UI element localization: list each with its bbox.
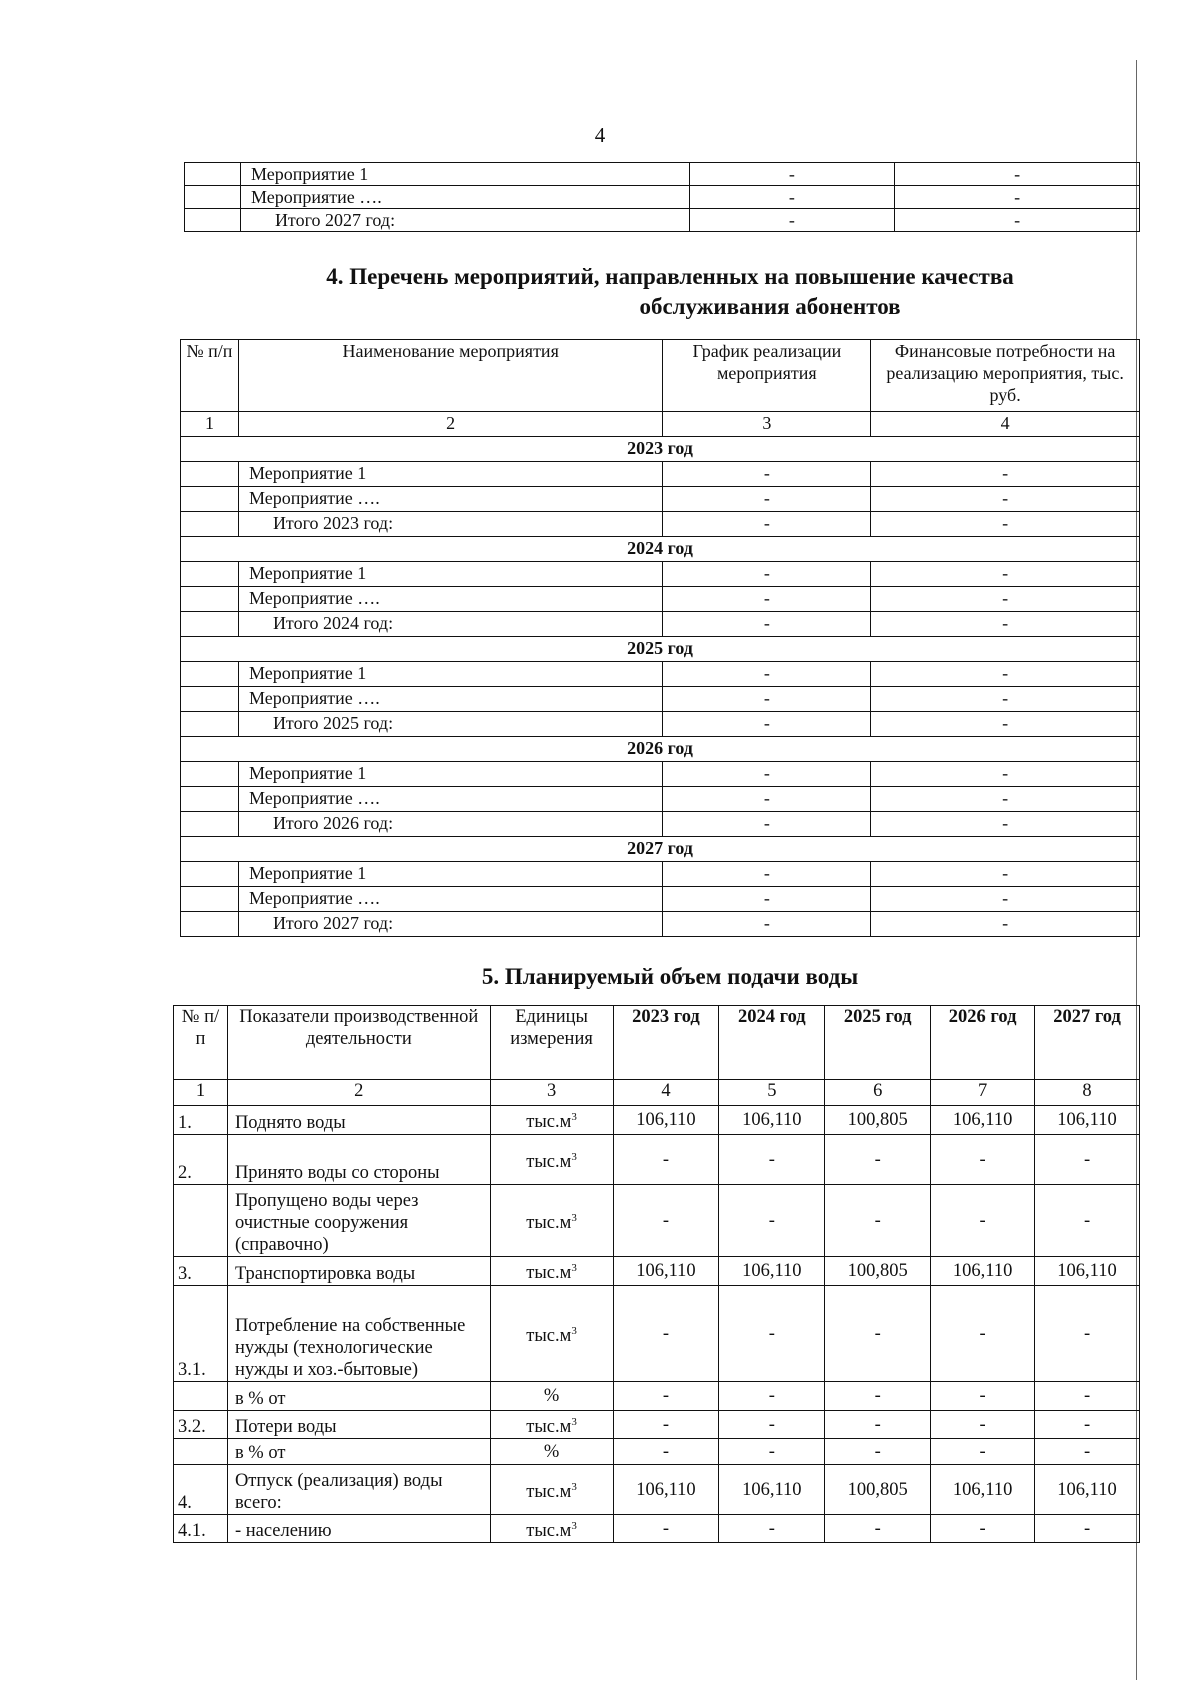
unit-text: тыс.м	[526, 1417, 572, 1438]
table-row	[174, 1257, 1140, 1286]
unit-superscript: 3	[571, 1211, 577, 1224]
s5-colnum-row	[174, 1080, 1140, 1106]
year-value: -	[719, 1411, 825, 1439]
year-value: 106,110	[613, 1106, 719, 1135]
year-value: -	[931, 1382, 1035, 1411]
year-value: -	[1035, 1515, 1140, 1543]
year-value: -	[613, 1439, 719, 1465]
s5-colnum: 5	[719, 1080, 825, 1106]
indicator-name: - населению	[227, 1515, 490, 1543]
unit-superscript: 3	[571, 1150, 577, 1163]
year-value: 106,110	[1035, 1257, 1140, 1286]
unit-text: тыс.м	[526, 1263, 572, 1284]
year-group-label: 2025 год	[181, 637, 1140, 662]
year-value: -	[719, 1382, 825, 1411]
table-row	[185, 163, 1140, 186]
s4-header-row	[181, 340, 1140, 412]
s4-header-finance: Финансовые потребности на реализацию мероприятия, тыс. руб.	[871, 340, 1140, 412]
unit-text: тыс.м	[526, 1112, 572, 1133]
section4-title-line2: обслуживания абонентов	[639, 294, 901, 319]
activity-name: Итого 2026 год:	[238, 812, 662, 837]
s4-header-num: № п/п	[181, 340, 239, 412]
year-value: -	[931, 1439, 1035, 1465]
activity-name: Мероприятие ….	[238, 687, 662, 712]
table-row	[181, 687, 1140, 712]
unit-superscript: 3	[571, 1520, 577, 1533]
year-value: -	[719, 1515, 825, 1543]
table-row	[181, 562, 1140, 587]
activity-name: Мероприятие 1	[238, 462, 662, 487]
indicator-name: Потребление на собственные нужды (технологические нужды и хоз.-бытовые)	[227, 1286, 490, 1382]
s5-colnum: 7	[931, 1080, 1035, 1106]
activity-name: Итого 2027 год:	[240, 209, 689, 232]
finance-value: -	[871, 662, 1140, 687]
indicator-name: Потери воды	[227, 1411, 490, 1439]
indicator-name: Поднято воды	[227, 1106, 490, 1135]
section4-title-line1: 4. Перечень мероприятий, направленных на повышение качества	[326, 264, 1014, 289]
s5-colnum: 4	[613, 1080, 719, 1106]
section5-table	[173, 1005, 1140, 1543]
year-value: -	[613, 1411, 719, 1439]
activity-name: Мероприятие ….	[240, 186, 689, 209]
s4-colnum: 4	[871, 412, 1140, 437]
unit-cell	[490, 1185, 613, 1257]
s5-header-num: № п/п	[174, 1006, 228, 1080]
schedule-value: -	[663, 612, 871, 637]
unit-cell	[490, 1257, 613, 1286]
year-value: 106,110	[719, 1257, 825, 1286]
year-value: -	[825, 1439, 931, 1465]
s5-header-year: 2027 год	[1035, 1006, 1140, 1080]
s5-colnum: 8	[1035, 1080, 1140, 1106]
finance-value: -	[871, 812, 1140, 837]
s5-colnum: 2	[227, 1080, 490, 1106]
activity-name: Мероприятие ….	[238, 587, 662, 612]
section4-table	[180, 339, 1140, 937]
year-value: 100,805	[825, 1465, 931, 1515]
indicator-name: в % от	[227, 1439, 490, 1465]
s5-header-row	[174, 1006, 1140, 1080]
activity-name: Мероприятие 1	[238, 862, 662, 887]
schedule-value: -	[689, 186, 895, 209]
schedule-value: -	[663, 512, 871, 537]
s5-colnum: 1	[174, 1080, 228, 1106]
year-group-row	[181, 637, 1140, 662]
row-number-cell	[181, 812, 239, 837]
activity-name: Мероприятие ….	[238, 787, 662, 812]
unit-text: тыс.м	[526, 1521, 572, 1542]
finance-value: -	[895, 163, 1140, 186]
year-value: -	[719, 1135, 825, 1185]
year-value: 106,110	[1035, 1465, 1140, 1515]
year-value: 106,110	[719, 1106, 825, 1135]
year-group-row	[181, 737, 1140, 762]
continuation-table	[184, 162, 1140, 232]
row-number-cell	[181, 762, 239, 787]
year-value: 106,110	[1035, 1106, 1140, 1135]
schedule-value: -	[663, 762, 871, 787]
schedule-value: -	[663, 587, 871, 612]
year-value: -	[825, 1185, 931, 1257]
table-row	[174, 1286, 1140, 1382]
schedule-value: -	[663, 712, 871, 737]
year-value: -	[825, 1382, 931, 1411]
table-row	[174, 1185, 1140, 1257]
table-row	[174, 1439, 1140, 1465]
s5-colnum: 3	[490, 1080, 613, 1106]
year-value: 106,110	[613, 1257, 719, 1286]
row-number-cell	[185, 163, 241, 186]
year-group-label: 2024 год	[181, 537, 1140, 562]
s4-header-name: Наименование мероприятия	[238, 340, 662, 412]
activity-name: Итого 2023 год:	[238, 512, 662, 537]
finance-value: -	[871, 712, 1140, 737]
table-row	[181, 862, 1140, 887]
row-number-cell	[181, 862, 239, 887]
s5-header-year: 2026 год	[931, 1006, 1035, 1080]
finance-value: -	[895, 186, 1140, 209]
row-number: 1.	[174, 1106, 228, 1135]
year-value: -	[825, 1411, 931, 1439]
unit-superscript: 3	[571, 1111, 577, 1124]
activity-name: Итого 2025 год:	[238, 712, 662, 737]
finance-value: -	[871, 762, 1140, 787]
row-number: 3.2.	[174, 1411, 228, 1439]
row-number-cell	[181, 662, 239, 687]
unit-text: тыс.м	[526, 1213, 572, 1234]
table-row	[174, 1135, 1140, 1185]
s4-colnum-row	[181, 412, 1140, 437]
row-number: 4.	[174, 1465, 228, 1515]
finance-value: -	[871, 612, 1140, 637]
activity-name: Мероприятие 1	[238, 662, 662, 687]
table-row	[181, 912, 1140, 937]
unit-superscript: 3	[571, 1481, 577, 1494]
unit-cell	[490, 1515, 613, 1543]
table-row	[181, 712, 1140, 737]
year-group-label: 2026 год	[181, 737, 1140, 762]
table-row	[181, 487, 1140, 512]
year-value: -	[931, 1185, 1035, 1257]
year-value: -	[613, 1185, 719, 1257]
finance-value: -	[871, 687, 1140, 712]
unit-cell	[490, 1135, 613, 1185]
row-number	[174, 1439, 228, 1465]
row-number-cell	[181, 687, 239, 712]
indicator-name: Пропущено воды через очистные сооружения (справочно)	[227, 1185, 490, 1257]
finance-value: -	[871, 787, 1140, 812]
year-value: -	[931, 1515, 1035, 1543]
s4-colnum: 1	[181, 412, 239, 437]
year-value: -	[825, 1135, 931, 1185]
row-number: 4.1.	[174, 1515, 228, 1543]
schedule-value: -	[663, 487, 871, 512]
year-value: -	[719, 1439, 825, 1465]
activity-name: Итого 2024 год:	[238, 612, 662, 637]
row-number-cell	[181, 912, 239, 937]
row-number	[174, 1185, 228, 1257]
row-number-cell	[181, 612, 239, 637]
table-row	[174, 1382, 1140, 1411]
row-number: 3.1.	[174, 1286, 228, 1382]
finance-value: -	[871, 587, 1140, 612]
indicator-name: в % от	[227, 1382, 490, 1411]
year-value: 106,110	[931, 1465, 1035, 1515]
table-row	[181, 587, 1140, 612]
row-number: 2.	[174, 1135, 228, 1185]
year-value: 106,110	[719, 1465, 825, 1515]
indicator-name: Отпуск (реализация) воды всего:	[227, 1465, 490, 1515]
finance-value: -	[871, 887, 1140, 912]
schedule-value: -	[663, 787, 871, 812]
finance-value: -	[871, 487, 1140, 512]
finance-value: -	[895, 209, 1140, 232]
year-group-label: 2023 год	[181, 437, 1140, 462]
table-row	[181, 787, 1140, 812]
year-value: -	[719, 1185, 825, 1257]
schedule-value: -	[663, 662, 871, 687]
table-row	[174, 1465, 1140, 1515]
unit-superscript: 3	[571, 1262, 577, 1275]
year-group-label: 2027 год	[181, 837, 1140, 862]
unit-cell	[490, 1439, 613, 1465]
year-value: -	[825, 1515, 931, 1543]
unit-cell	[490, 1286, 613, 1382]
schedule-value: -	[663, 687, 871, 712]
finance-value: -	[871, 862, 1140, 887]
row-number-cell	[185, 186, 241, 209]
schedule-value: -	[663, 887, 871, 912]
activity-name: Мероприятие ….	[238, 487, 662, 512]
s5-header-year: 2023 год	[613, 1006, 719, 1080]
unit-cell	[490, 1106, 613, 1135]
section5-title: 5. Планируемый объем подачи воды	[481, 964, 859, 989]
page-number: 4	[594, 123, 606, 147]
schedule-value: -	[663, 912, 871, 937]
year-value: 106,110	[931, 1257, 1035, 1286]
year-value: -	[1035, 1411, 1140, 1439]
year-value: -	[719, 1286, 825, 1382]
s4-header-schedule: График реализации мероприятия	[663, 340, 871, 412]
activity-name: Мероприятие ….	[238, 887, 662, 912]
schedule-value: -	[663, 812, 871, 837]
year-value: -	[613, 1135, 719, 1185]
finance-value: -	[871, 912, 1140, 937]
activity-name: Мероприятие 1	[238, 562, 662, 587]
year-value: 106,110	[613, 1465, 719, 1515]
row-number-cell	[181, 512, 239, 537]
finance-value: -	[871, 462, 1140, 487]
s5-header-year: 2025 год	[825, 1006, 931, 1080]
row-number-cell	[181, 487, 239, 512]
table-row	[181, 462, 1140, 487]
year-value: -	[1035, 1382, 1140, 1411]
table-row	[181, 662, 1140, 687]
unit-superscript: 3	[571, 1324, 577, 1337]
unit-text: %	[543, 1441, 560, 1462]
section4-title	[170, 262, 1170, 322]
s5-colnum: 6	[825, 1080, 931, 1106]
unit-text: тыс.м	[526, 1482, 572, 1503]
schedule-value: -	[663, 862, 871, 887]
unit-text: тыс.м	[526, 1326, 572, 1347]
year-value: 100,805	[825, 1106, 931, 1135]
year-value: -	[1035, 1135, 1140, 1185]
indicator-name: Принято воды со стороны	[227, 1135, 490, 1185]
year-group-row	[181, 837, 1140, 862]
schedule-value: -	[689, 163, 895, 186]
year-value: -	[825, 1286, 931, 1382]
table-row	[185, 209, 1140, 232]
activity-name: Мероприятие 1	[238, 762, 662, 787]
row-number	[174, 1382, 228, 1411]
s4-colnum: 3	[663, 412, 871, 437]
schedule-value: -	[689, 209, 895, 232]
year-value: -	[1035, 1439, 1140, 1465]
table-row	[174, 1515, 1140, 1543]
year-value: -	[613, 1286, 719, 1382]
table-row	[174, 1411, 1140, 1439]
row-number-cell	[181, 562, 239, 587]
unit-text: тыс.м	[526, 1152, 572, 1173]
row-number-cell	[181, 887, 239, 912]
s4-colnum: 2	[238, 412, 662, 437]
year-value: -	[931, 1135, 1035, 1185]
table-row	[181, 512, 1140, 537]
row-number: 3.	[174, 1257, 228, 1286]
finance-value: -	[871, 512, 1140, 537]
year-group-row	[181, 437, 1140, 462]
activity-name: Мероприятие 1	[240, 163, 689, 186]
year-value: -	[1035, 1286, 1140, 1382]
year-value: -	[931, 1411, 1035, 1439]
finance-value: -	[871, 562, 1140, 587]
unit-text: %	[543, 1386, 560, 1406]
year-value: -	[931, 1286, 1035, 1382]
schedule-value: -	[663, 462, 871, 487]
table-row	[185, 186, 1140, 209]
row-number-cell	[181, 787, 239, 812]
unit-superscript: 3	[571, 1416, 577, 1428]
table-row	[181, 612, 1140, 637]
activity-name: Итого 2027 год:	[238, 912, 662, 937]
table-row	[181, 762, 1140, 787]
table-row	[174, 1106, 1140, 1135]
table-row	[181, 812, 1140, 837]
year-value: -	[613, 1515, 719, 1543]
indicator-name: Транспортировка воды	[227, 1257, 490, 1286]
s5-header-unit: Единицы измерения	[490, 1006, 613, 1080]
unit-cell	[490, 1382, 613, 1411]
s5-header-year: 2024 год	[719, 1006, 825, 1080]
year-value: -	[613, 1382, 719, 1411]
year-group-row	[181, 537, 1140, 562]
year-value: 106,110	[931, 1106, 1035, 1135]
row-number-cell	[181, 587, 239, 612]
row-number-cell	[181, 462, 239, 487]
unit-cell	[490, 1465, 613, 1515]
s5-header-indicator: Показатели производственной деятельности	[227, 1006, 490, 1080]
table-row	[181, 887, 1140, 912]
row-number-cell	[181, 712, 239, 737]
year-value: -	[1035, 1185, 1140, 1257]
row-number-cell	[185, 209, 241, 232]
year-value: 100,805	[825, 1257, 931, 1286]
schedule-value: -	[663, 562, 871, 587]
unit-cell	[490, 1411, 613, 1439]
